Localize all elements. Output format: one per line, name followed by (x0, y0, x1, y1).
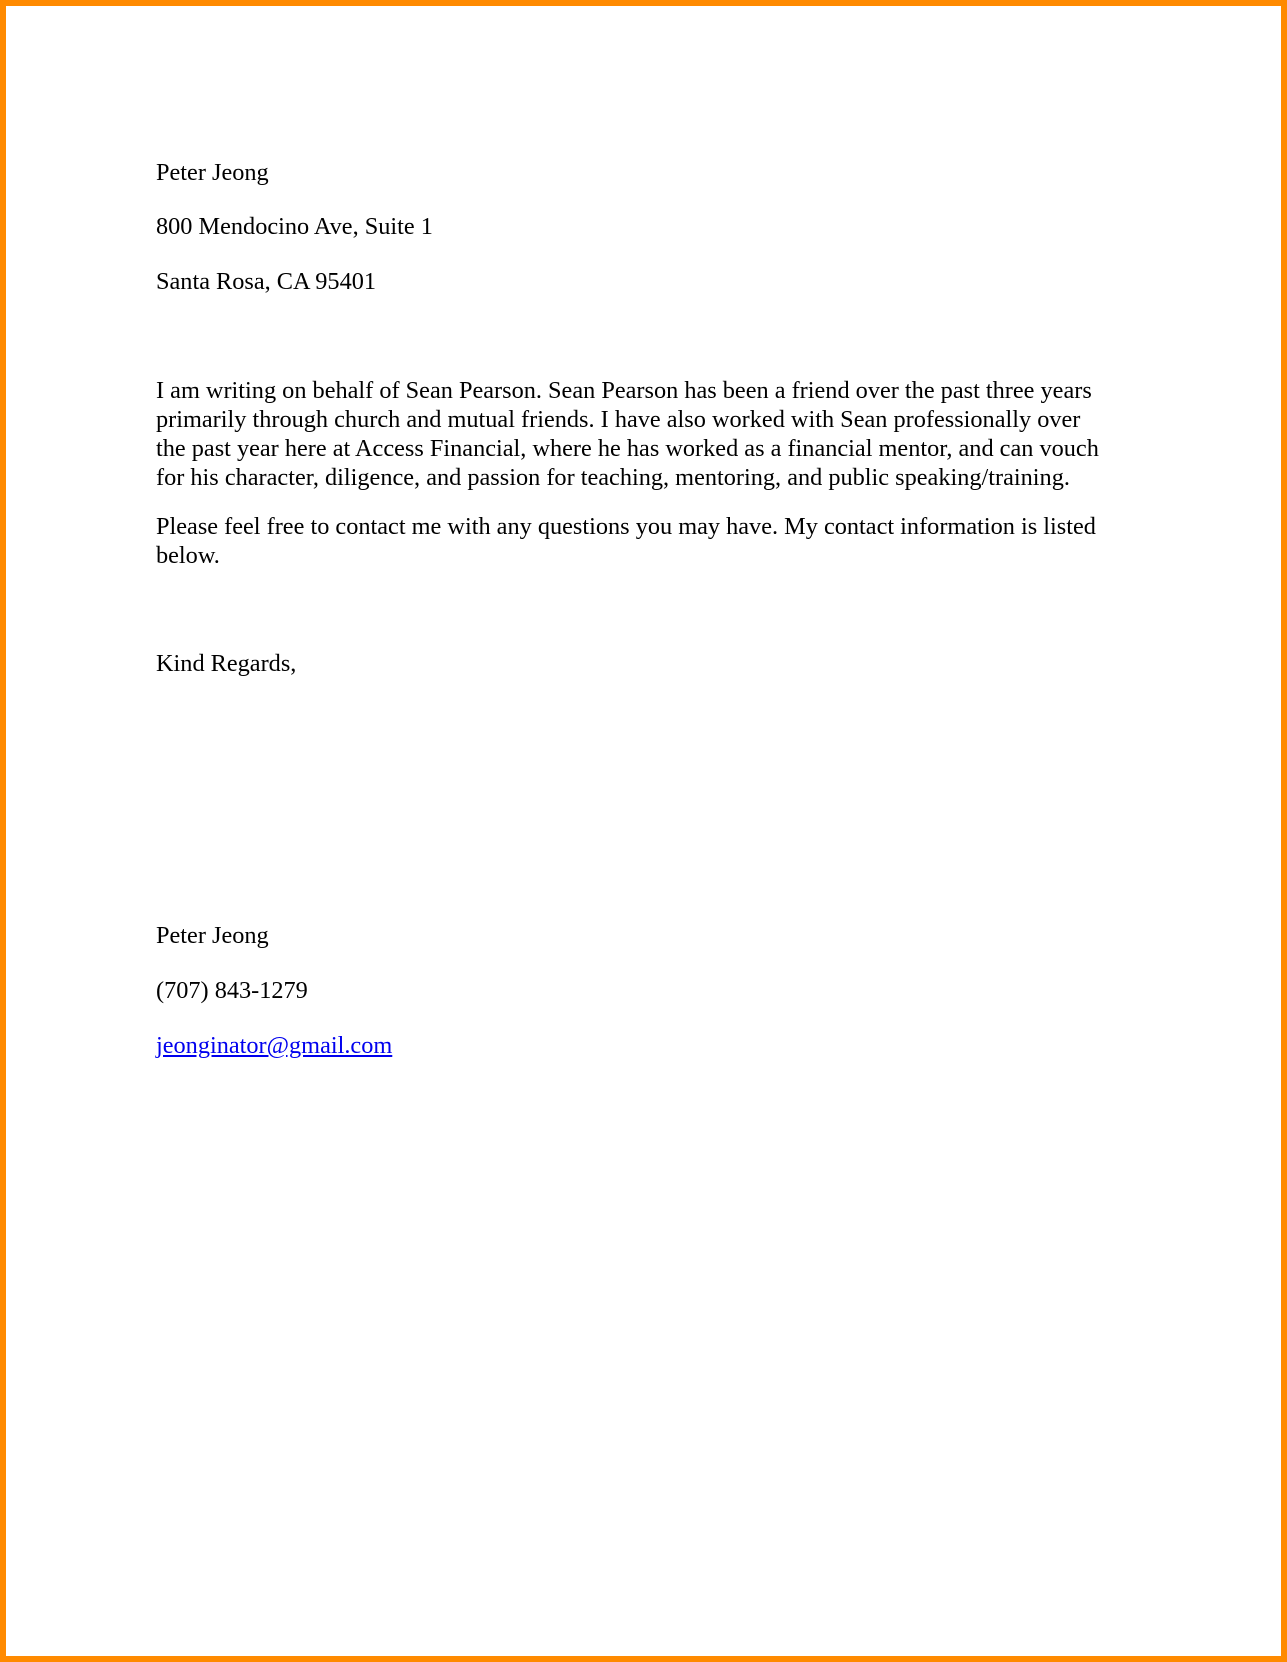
paragraph-line: Please feel free to contact me with any questions you may have. My contact information is listed (156, 513, 1096, 540)
paragraph-line: for his character, diligence, and passion for teaching, mentoring, and public speaking/training. (156, 464, 1070, 491)
signature-name: Peter Jeong (156, 922, 269, 949)
paragraph-line: below. (156, 542, 220, 569)
paragraph-line: I am writing on behalf of Sean Pearson. Sean Pearson has been a friend over the past three years (156, 377, 1092, 404)
body-paragraph-2 (156, 512, 1096, 570)
sender-name: Peter Jeong (156, 159, 269, 186)
paragraph-line: primarily through church and mutual friends. I have also worked with Sean professionally over (156, 406, 1081, 433)
sender-address-line1: 800 Mendocino Ave, Suite 1 (156, 213, 433, 240)
sender-address-line2: Santa Rosa, CA 95401 (156, 268, 377, 295)
body-paragraph-1 (156, 376, 1099, 492)
closing: Kind Regards, (156, 650, 297, 677)
email-link[interactable]: jeonginator@gmail.com (156, 1032, 393, 1059)
signature-phone: (707) 843-1279 (156, 977, 308, 1004)
paragraph-line: the past year here at Access Financial, where he has worked as a financial mentor, and can vouch (156, 435, 1099, 462)
